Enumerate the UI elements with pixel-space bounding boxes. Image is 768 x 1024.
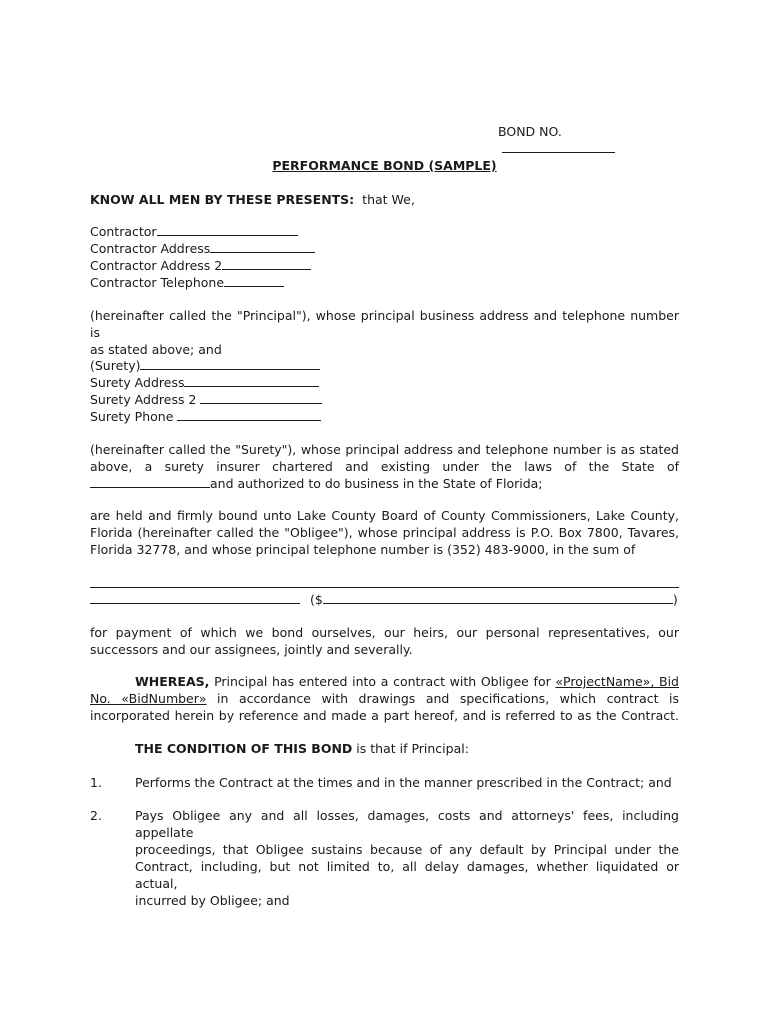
condition-bold: THE CONDITION OF THIS BOND (135, 741, 353, 756)
contractor-address-field: Contractor Address (90, 240, 315, 257)
surety-fields (90, 357, 322, 425)
surety-blank (140, 357, 320, 370)
list-item: 2. Pays Obligee any and all losses, damages, costs and attorneys' fees, including appellate proceedings, that Obligee sustains because of any default by Principal under the Contract, including, but not limited to, all delay damages, whether liquidated or actual, incurred by Obligee; and (90, 808, 679, 908)
contractor-blank (157, 223, 298, 236)
document-page (90, 0, 679, 1024)
bond-number-line (498, 123, 679, 157)
payment-paragraph: for payment of which we bond ourselves, our heirs, our personal representatives, our successors and our assignees, jointly and severally. (90, 625, 679, 657)
list-item-number: 2. (90, 808, 102, 823)
surety-address-2-field: Surety Address 2 (90, 391, 322, 408)
surety-paragraph: (hereinafter called the "Surety"), whose principal address and telephone number is as stated above, a surety insurer chartered and existing under the laws of the State of and authorized to do business in the State of Florida; (90, 442, 679, 491)
document-title: PERFORMANCE BOND (SAMPLE) (272, 158, 497, 173)
surety-phone-blank (177, 408, 321, 421)
surety-address-field: Surety Address (90, 374, 322, 391)
sum-words-blank-2 (90, 591, 300, 604)
contractor-telephone-field: Contractor Telephone (90, 274, 315, 291)
condition-line: THE CONDITION OF THIS BOND is that if Principal: (135, 741, 469, 756)
contractor-fields (90, 223, 315, 291)
intro-bold: KNOW ALL MEN BY THESE PRESENTS: (90, 192, 355, 207)
bid-number-field: No. «BidNumber» (90, 691, 207, 706)
whereas-bold: WHEREAS, (135, 674, 210, 689)
intro-rest: that We, (362, 192, 415, 207)
surety-address-2-blank (200, 391, 322, 404)
surety-field: (Surety) (90, 357, 322, 374)
sum-words-blank (90, 587, 679, 588)
bond-number-label: BOND NO. (498, 124, 562, 139)
contractor-address-2-blank (222, 257, 311, 270)
surety-address-blank (184, 374, 319, 387)
held-bound-paragraph: are held and firmly bound unto Lake County Board of County Commissioners, Lake County, Florida (hereinafter called the "Obligee"), whose principal address is P.O. Box 7800, Tavares, Florida 32778, and whose principal telephone number is (352) 483-9000, in the sum of (90, 508, 679, 557)
principal-paragraph: (hereinafter called the "Principal"), whose principal business address and telephone number is as stated above; and (90, 308, 679, 357)
state-blank (90, 475, 210, 488)
sum-amount-line: ($ ) (90, 591, 679, 608)
list-item: 1. Performs the Contract at the times and in the manner prescribed in the Contract; and (90, 775, 672, 790)
project-name-field: «ProjectName», Bid (555, 674, 679, 689)
surety-phone-field: Surety Phone (90, 408, 322, 425)
contractor-telephone-blank (224, 274, 284, 287)
document-title-row (90, 157, 679, 174)
contractor-address-blank (210, 240, 315, 253)
sum-amount-blank (323, 591, 673, 604)
intro-line (90, 191, 415, 208)
contractor-field: Contractor (90, 223, 315, 240)
list-item-number: 1. (90, 775, 102, 790)
contractor-address-2-field: Contractor Address 2 (90, 257, 315, 274)
bond-number-blank (502, 140, 615, 153)
whereas-paragraph: WHEREAS, Principal has entered into a contract with Obligee for «ProjectName», Bid No. «BidNumber» in accordance with drawings and specifications, which contract is incorporated herein by reference and made a part hereof, and is referred to as the Contract. (90, 674, 679, 723)
